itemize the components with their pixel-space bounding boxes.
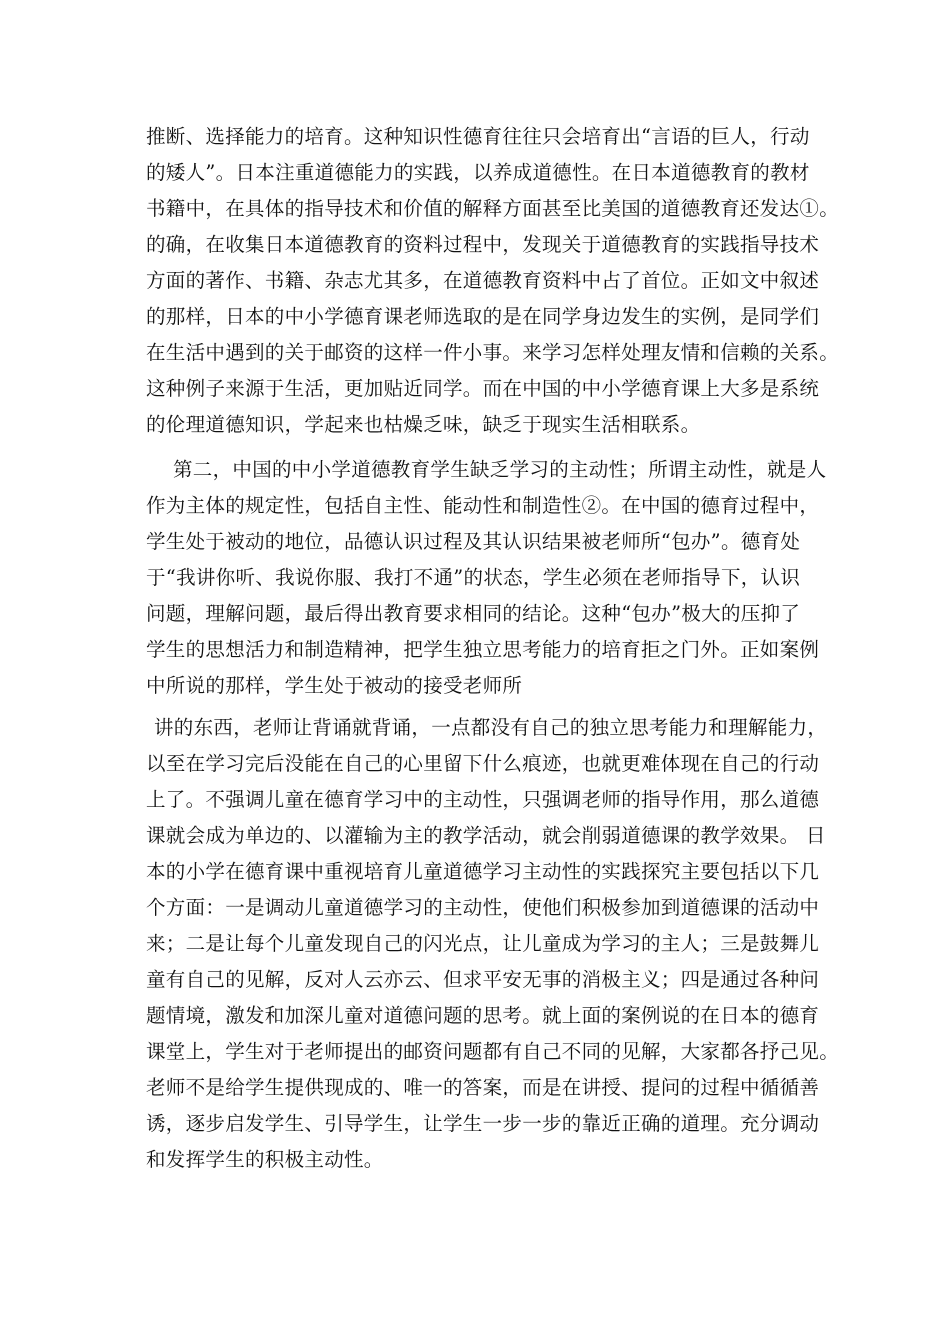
text-line: 讲的东西，老师让背诵就背诵，一点都没有自己的独立思考能力和理解能力， <box>154 716 828 739</box>
text-line: 学生处于被动的地位，品德认识过程及其认识结果被老师所“包办”。德育处 <box>146 530 801 553</box>
text-line: 的那样，日本的中小学德育课老师选取的是在同学身边发生的实例，是同学们 <box>146 305 820 328</box>
text-line: 诱，逐步启发学生、引导学生，让学生一步一步的靠近正确的道理。充分调动 <box>146 1112 820 1135</box>
text-line: 在生活中遇到的关于邮资的这样一件小事。来学习怎样处理友情和信赖的关系。 <box>146 341 840 364</box>
text-line: 作为主体的规定性，包括自主性、能动性和制造性②。在中国的德育过程中， <box>146 494 820 517</box>
text-line: 问题，理解问题，最后得出教育要求相同的结论。这种“包办”极大的压抑了 <box>146 602 801 625</box>
text-line: 个方面：一是调动儿童道德学习的主动性，使他们积极参加到道德课的活动中 <box>146 896 820 919</box>
text-line: 以至在学习完后没能在自己的心里留下什么痕迹，也就更难体现在自己的行动 <box>146 752 820 775</box>
text-line: 来；二是让每个儿童发现自己的闪光点，让儿童成为学习的主人；三是鼓舞儿 <box>146 932 820 955</box>
text-line: 上了。不强调儿童在德育学习中的主动性，只强调老师的指导作用，那么道德 <box>146 788 820 811</box>
text-line: 的确，在收集日本道德教育的资料过程中，发现关于道德教育的实践指导技术 <box>146 233 820 256</box>
text-line: 本的小学在德育课中重视培育儿童道德学习主动性的实践探究主要包括以下几 <box>146 860 820 883</box>
text-line: 中所说的那样，学生处于被动的接受老师所 <box>146 674 523 697</box>
text-line: 和发挥学生的积极主动性。 <box>146 1148 384 1171</box>
text-line: 课堂上，学生对于老师提出的邮资问题都有自己不同的见解，大家都各抒己见。 <box>146 1040 840 1063</box>
paragraph-first-line: 第二，中国的中小学道德教育学生缺乏学习的主动性；所谓主动性，就是人 <box>173 458 827 481</box>
text-line: 推断、选择能力的培育。这种知识性德育往往只会培育出“言语的巨人，行动 <box>146 125 810 148</box>
text-line: 童有自己的见解，反对人云亦云、但求平安无事的消极主义；四是通过各种问 <box>146 968 820 991</box>
text-line: 老师不是给学生提供现成的、唯一的答案，而是在讲授、提问的过程中循循善 <box>146 1076 820 1099</box>
text-line: 书籍中，在具体的指导技术和价值的解释方面甚至比美国的道德教育还发达①。 <box>146 197 840 220</box>
text-line: 于“我讲你听、我说你服、我打不通”的状态，学生必须在老师指导下，认识 <box>146 566 801 589</box>
text-line: 这种例子来源于生活，更加贴近同学。而在中国的中小学德育课上大多是系统 <box>146 377 820 400</box>
text-line: 的伦理道德知识，学起来也枯燥乏味，缺乏于现实生活相联系。 <box>146 413 701 436</box>
text-line: 的矮人”。日本注重道德能力的实践，以养成道德性。在日本道德教育的教材 <box>146 161 810 184</box>
text-line: 题情境，激发和加深儿童对道德问题的思考。就上面的案例说的在日本的德育 <box>146 1004 820 1027</box>
text-line: 学生的思想活力和制造精神，把学生独立思考能力的培育拒之门外。正如案例 <box>146 638 820 661</box>
text-line: 课就会成为单边的、以灌输为主的教学活动，就会削弱道德课的教学效果。 日 <box>146 824 826 847</box>
text-line: 方面的著作、书籍、杂志尤其多，在道德教育资料中占了首位。正如文中叙述 <box>146 269 820 292</box>
